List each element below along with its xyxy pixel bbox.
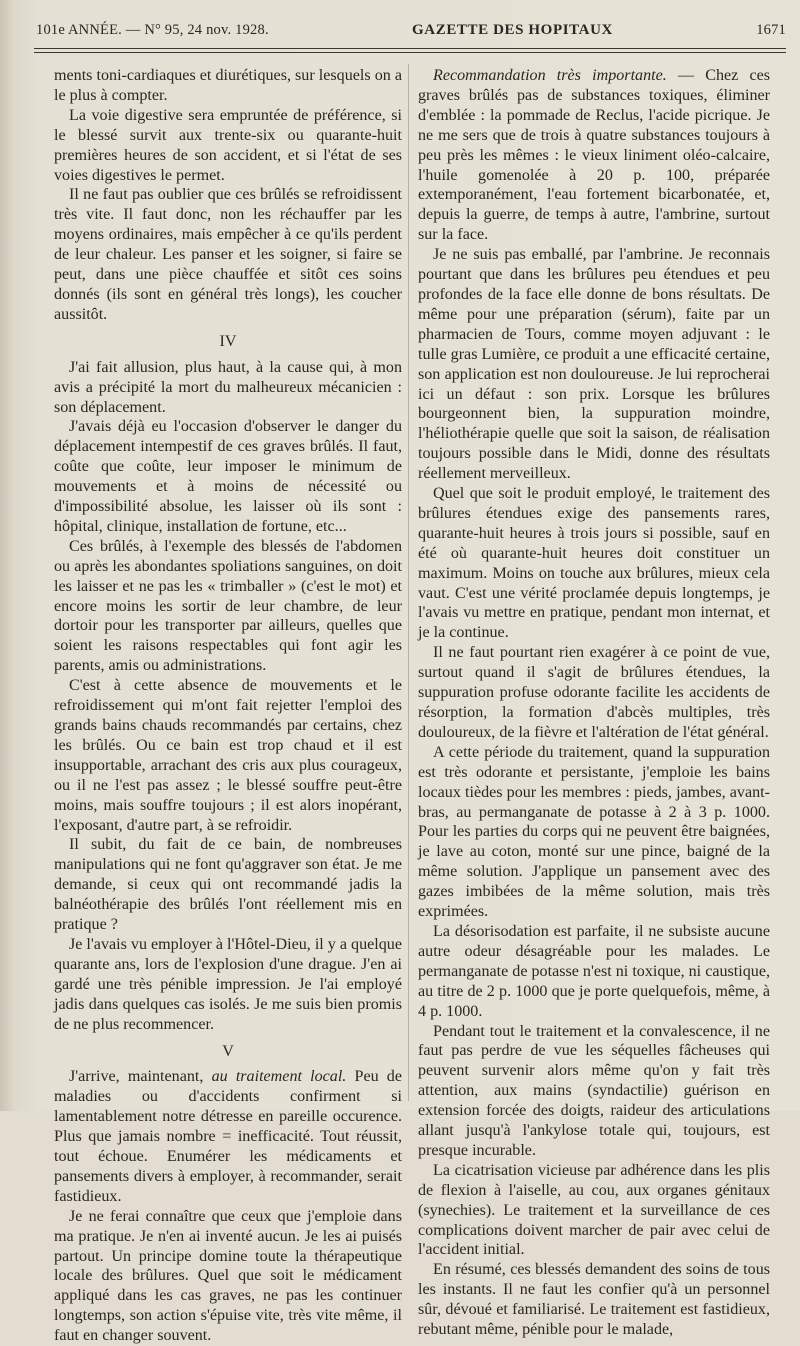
paragraph: Il ne faut pourtant rien exagérer à ce point de vue, surtout quand il s'agit de brûlures étendues, la suppuration profuse odorante facilite les accidents de résorption, la formation d'abcès multiples, très douloureux, de la fièvre et l'altération de l'état général. [418, 644, 770, 741]
paragraph-text: Peu de maladies ou d'accidents confirment si lamentablement notre détresse en pareille occurence. Plus que jamais nombre = inefficacité. Tout réussit, tout échoue. Enumérer les médicaments et pansements divers à employer, à recommander, serait fastidieux. [54, 1068, 402, 1205]
paragraph: Il ne faut pas oublier que ces brûlés se refroidissent très vite. Il faut donc, non les réchauffer par les moyens ordinaires, mais empêcher à ce qu'ils perdent de leur chaleur. Les panser et les soigner, si faire se peut, dans une pièce chauffée et sitôt ces soins donnés (ils sont en général très longs), les coucher aussitôt. [54, 186, 402, 323]
paragraph [418, 66, 770, 245]
paragraph: J'avais déjà eu l'occasion d'observer le danger du déplacement intempestif de ces graves brûlés. Il faut, coûte que coûte, leur imposer le minimum de mouvements et à moins de nécessité ou d'impossibilité absolue, les laisser où ils sont : hôpital, clinique, installation de fortune, etc... [54, 418, 402, 535]
right-column [418, 66, 770, 1340]
paragraph: Quel que soit le produit employé, le traitement des brûlures étendues exige des pansements rares, quarante-huit heures à trois jours si possible, sauf en été où quarante-huit heures doit constituer un maximum. Moins on touche aux brûlures, mieux cela vaut. C'est une vérité proclamée depuis longtemps, je l'avais vu mettre en pratique, pendant mon internat, et je la continue. [418, 485, 770, 642]
paragraph: La cicatrisation vicieuse par adhérence dans les plis de flexion à l'aiselle, au cou, aux organes génitaux (synechies). Le traitement et la surveillance de ces complications doivent marcher de pair avec celui de l'accident initial. [418, 1161, 770, 1259]
italic-text: au traitement local. [211, 1068, 347, 1086]
paragraph: Je ne suis pas emballé, par l'ambrine. Je reconnais pourtant que dans les brûlures peu étendues et peu profondes de la face elle donne de bons résultats. De même pour une préparation (sérum), faite par un pharmacien de Tours, comme moyen adjuvant : le tulle gras Lumière, ce produit a une efficacité certaine, son application est non douloureuse. Je lui reprocherai ici un défaut : son prix. Lorsque les brûlures bourgeonnent bien, la suppuration moindre, l'héliothérapie quelle que soit la saison, de réalisation toujours possible dans le Midi, donne des résultats réellement merveilleux. [418, 246, 770, 483]
page-number: 1671 [756, 22, 786, 38]
paragraph: En résumé, ces blessés demandent des soins de tous les instants. Il ne faut les confier qu'à un personnel sûr, dévoué et familiarisé. Le traitement est fastidieux, rebutant même, pénible pour le malade, [418, 1261, 770, 1339]
paragraph: Ces brûlés, à l'exemple des blessés de l'abdomen ou après les abondantes spoliations sanguines, on doit les laisser et ne pas les « trimballer » (c'est le mot) et encore moins les sortir de leur chambre, de leur dortoir pour les transporter par ailleurs, quelles que soient les raisons respectables qui font agir les parents, amis ou administrations. [54, 537, 402, 675]
page-header [36, 22, 786, 44]
paragraph: La désorisodation est parfaite, il ne subsiste aucune autre odeur désagréable pour les malades. Le permanganate de potasse n'est ni toxique, ni caustique, au titre de 2 p. 1000 que je porte quelquefois, même, à 4 p. 1000. [418, 922, 770, 1020]
paragraph: J'ai fait allusion, plus haut, à la cause qui, à mon avis a précipité la mort du malheureux mécanicien : son déplacement. [54, 358, 402, 416]
paragraph-text: J'arrive, maintenant, [69, 1068, 212, 1086]
header-rule-thin [34, 52, 786, 53]
italic-text: Recommandation très importante. [433, 67, 667, 84]
paragraph: C'est à cette absence de mouvements et le refroidissement qui m'ont fait rejetter l'emploi des grands bains chauds recommandés par certains, chez les brûlés. Ou ce bain est trop chaud et il est insupportable, arrachant des cris aux plus courageux, ou il ne l'est pas assez ; le blessé souffre peut-être moins, mais souffre toujours ; il est alors inopérant, l'exposant, d'autre part, à se refroidir. [54, 677, 402, 834]
header-rule-thick [34, 48, 786, 49]
paragraph: Pendant tout le traitement et la convalescence, il ne faut pas perdre de vue les séquelles fâcheuses qui peuvent survenir alors même qu'on y fait très attention, aux mains (syndactilie) guérison en extension forcée des doigts, raideur des articulations allant jusqu'à l'ankylose totale qui, toujours, est presque incurable. [418, 1022, 770, 1159]
left-column [54, 66, 402, 1346]
issue-info: 101e ANNÉE. — N° 95, 24 nov. 1928. [36, 22, 269, 38]
section-number: IV [219, 332, 237, 350]
journal-title: GAZETTE DES HOPITAUX [412, 22, 613, 38]
paragraph: Je ne ferai connaître que ceux que j'emploie dans ma pratique. Je n'en ai inventé aucun. Je les ai puisés partout. Un principe domine toute la thérapeutique locale des brûlures. Quel que soit le médicament appliqué dans les cas graves, ne pas les continuer longtemps, son action s'épuise vite, très vite même, il faut en changer souvent. [54, 1207, 402, 1345]
paragraph: A cette période du traitement, quand la suppuration est très odorante et persistante, j'emploie les bains locaux tièdes pour les membres : pieds, jambes, avant-bras, au permanganate de potasse à 2 à 3 p. 1000. Pour les parties du corps qui ne peuvent être baignées, je lave au coton, monté sur une pince, baigné de la même solution. J'applique un pansement avec des gazes imbibées de la même solution, mais très exprimées. [418, 743, 770, 921]
paragraph: La voie digestive sera empruntée de préférence, si le blessé survit aux trente-six ou quarante-huit premières heures de son accident, et si l'état de ses voies digestives le permet. [54, 106, 402, 184]
paragraph: ments toni-cardiaques et diurétiques, sur lesquels on a le plus à compter. [54, 67, 402, 104]
paragraph: Je l'avais vu employer à l'Hôtel-Dieu, il y a quelque quarante ans, lors de l'explosion d'une drague. J'en ai gardé une très pénible impression. Je l'ai employé jadis dans quelques cas isolés. Je me suis bien promis de ne plus recommencer. [54, 935, 402, 1033]
section-number: V [222, 1042, 234, 1060]
column-divider [408, 64, 409, 1101]
paragraph: Il subit, du fait de ce bain, de nombreuses manipulations qui ne font qu'aggraver son état. Je me demande, si ceux qui ont recommandé jadis la balnéothérapie des brûlés l'ont réellement mis en pratique ? [54, 836, 402, 934]
paragraph [54, 1067, 402, 1206]
paragraph-text: — Chez ces graves brûlés pas de substances toxiques, éliminer d'emblée : la pommade de Reclus, l'acide picrique. Je ne me sers que de trois à quatre substances toujours à peu près les mêmes : le vieux liniment oléo-calcaire, l'huile gomenolée à 20 p. 100, préparée extemporanément, l'eau fortement bicarbonatée, et, depuis la guerre, de temps à autre, l'ambrine, surtout sur la face. [418, 67, 771, 244]
